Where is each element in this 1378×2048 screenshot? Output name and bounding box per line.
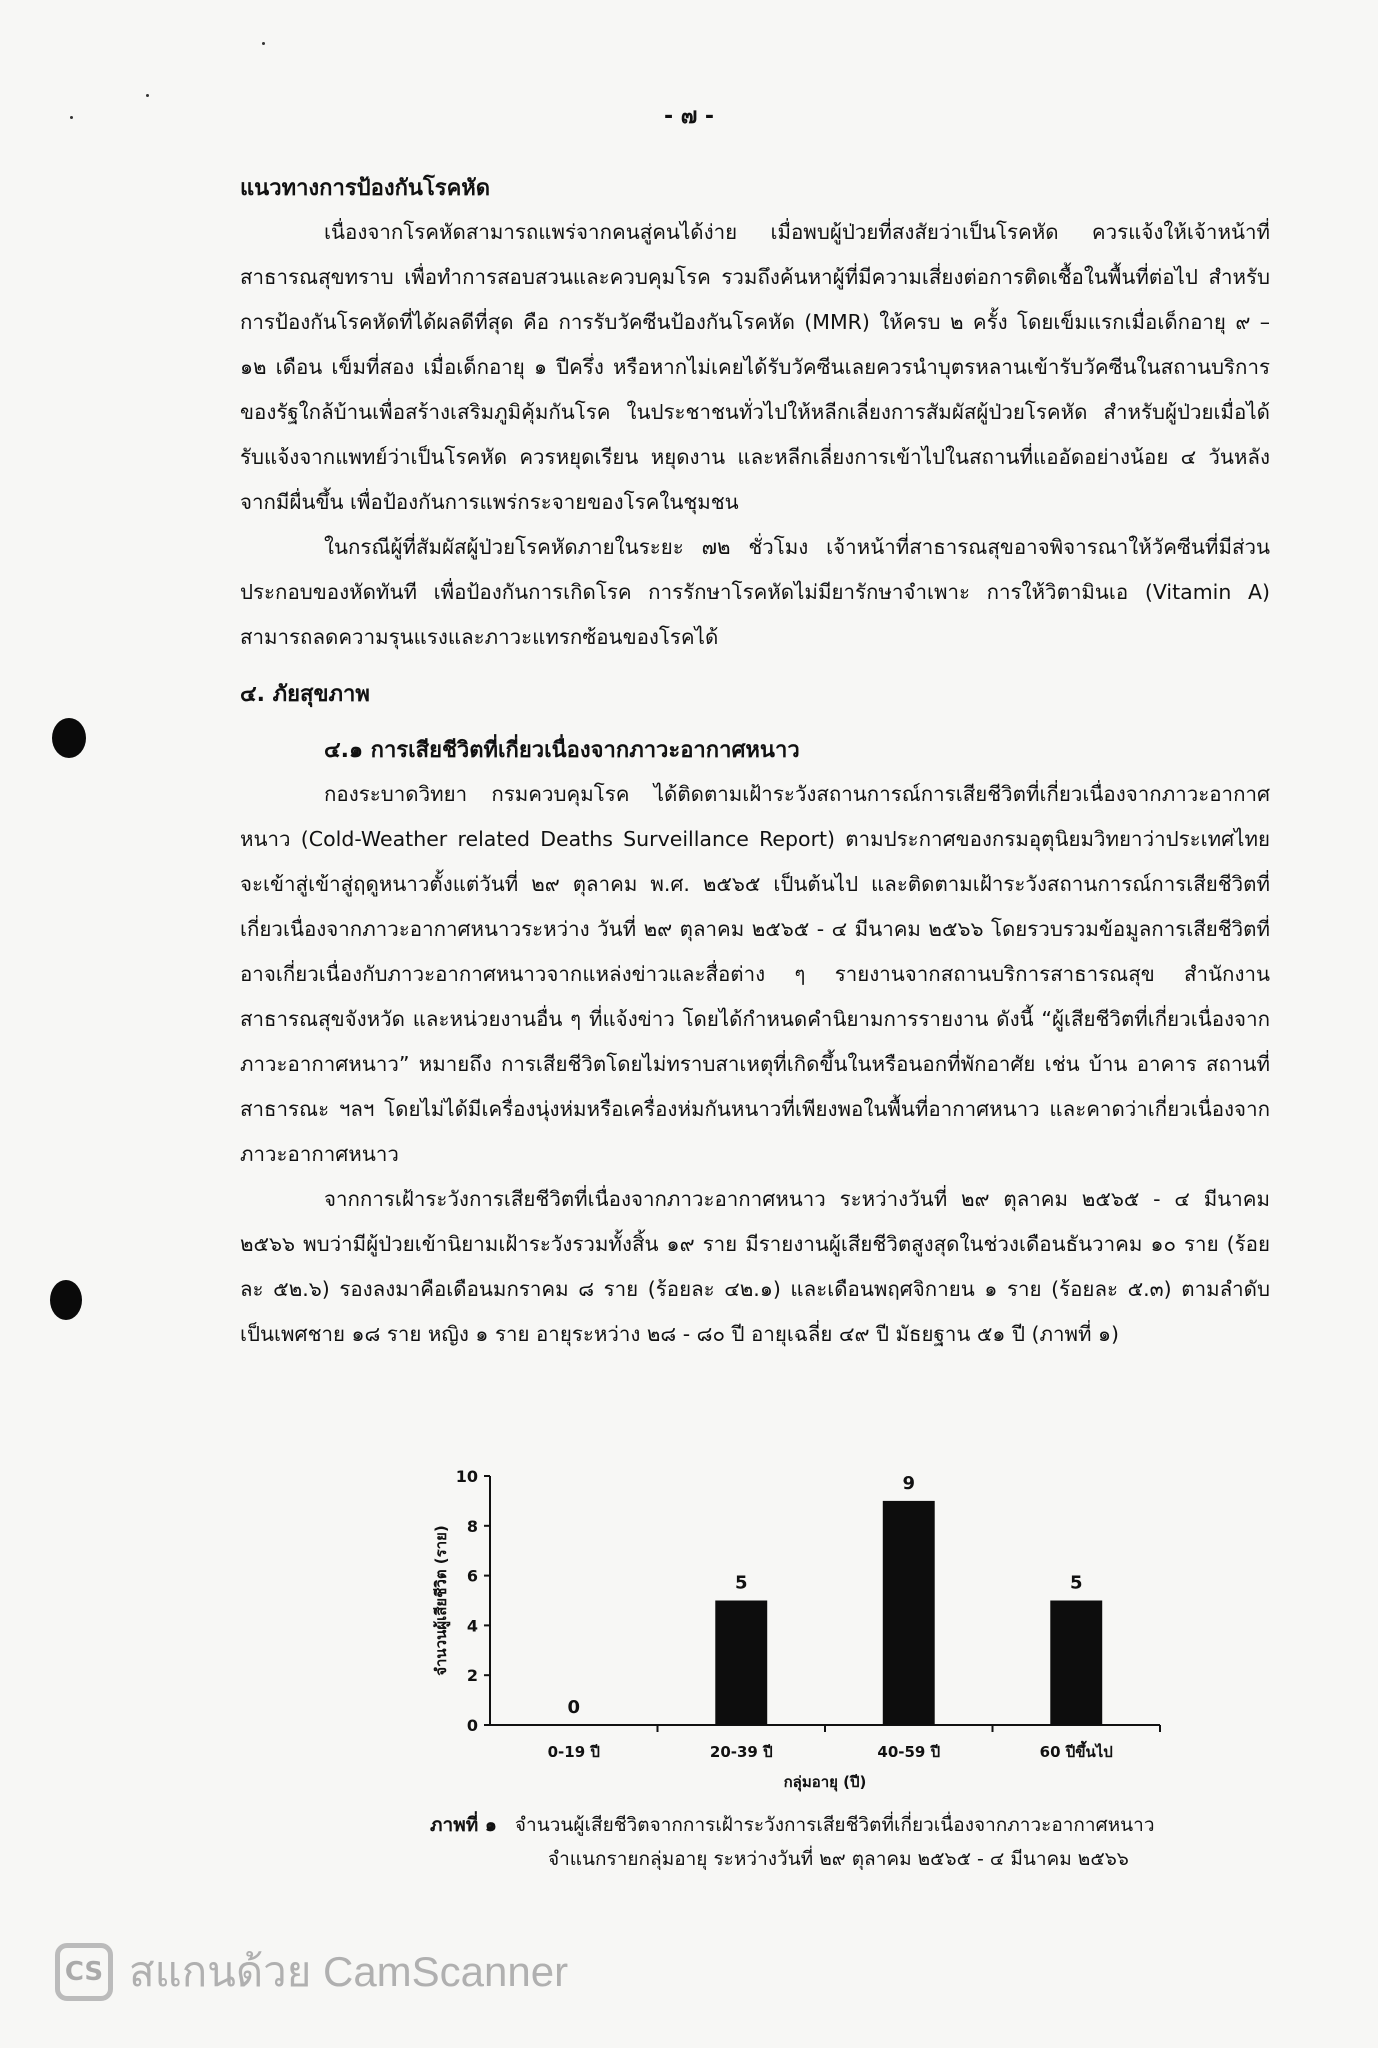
camscanner-logo-icon: CS — [55, 1943, 113, 2001]
bar — [883, 1501, 935, 1725]
age-group-deaths-chart — [420, 1440, 1180, 1830]
cold-weather-paragraph-2: จากการเฝ้าระวังการเสียชีวิตที่เนื่องจากภาวะอากาศหนาว ระหว่างวันที่ ๒๙ ตุลาคม ๒๕๖๕ - ๔ มีนาคม ๒๕๖๖ พบว่ามีผู้ป่วยเข้านิยามเฝ้าระวังรวมทั้งสิ้น ๑๙ ราย มีรายงานผู้เสียชีวิตสูงสุดในช่วงเดือนธันวาคม ๑๐ ราย (ร้อยละ ๕๒.๖) รองลงมาคือเดือนมกราคม ๘ ราย (ร้อยละ ๔๒.๑) และเดือนพฤศจิกายน ๑ ราย (ร้อยละ ๕.๓) ตามลำดับ เป็นเพศชาย ๑๘ ราย หญิง ๑ ราย อายุระหว่าง ๒๘ - ๘๐ ปี อายุเฉลี่ย ๔๙ ปี มัธยฐาน ๕๑ ปี (ภาพที่ ๑) — [240, 1187, 1270, 1346]
y-tick-label: 2 — [466, 1666, 478, 1686]
measles-prevention-heading: แนวทางการป้องกันโรคหัด — [240, 176, 491, 201]
y-tick-label: 0 — [466, 1716, 478, 1735]
punch-hole — [50, 1280, 82, 1320]
y-tick-label: 6 — [466, 1566, 478, 1586]
data-label: 9 — [902, 1472, 916, 1494]
data-label: 5 — [1069, 1572, 1083, 1594]
y-axis-title: จำนวนผู้เสียชีวิต (ราย) — [432, 1525, 450, 1676]
document-body — [240, 168, 1270, 1357]
data-label: 5 — [734, 1572, 748, 1594]
x-tick-label: 60 ปีขึ้นไป — [1039, 1743, 1113, 1761]
bar — [1050, 1601, 1102, 1726]
bar — [715, 1601, 767, 1726]
y-tick-label: 10 — [455, 1467, 478, 1486]
x-tick-label: 20-39 ปี — [709, 1743, 773, 1761]
figure-caption — [430, 1808, 1190, 1876]
data-label: 0 — [567, 1697, 581, 1718]
caption-label: ภาพที่ ๑ — [430, 1814, 497, 1836]
scan-speck — [262, 42, 265, 45]
camscanner-watermark — [55, 1940, 568, 2004]
cold-weather-paragraph-1: กองระบาดวิทยา กรมควบคุมโรค ได้ติดตามเฝ้าระวังสถานการณ์การเสียชีวิตที่เกี่ยวเนื่องจากภาวะอากาศหนาว (Cold-Weather related Deaths Surveillance Report) ตามประกาศของกรมอุตุนิยมวิทยาว่าประเทศไทยจะเข้าสู่เข้าสู่ฤดูหนาวตั้งแต่วันที่ ๒๙ ตุลาคม พ.ศ. ๒๕๖๕ เป็นต้นไป และติดตามเฝ้าระวังสถานการณ์การเสียชีวิตที่เกี่ยวเนื่องจากภาวะอากาศหนาวระหว่าง วันที่ ๒๙ ตุลาคม ๒๕๖๕ - ๔ มีนาคม ๒๕๖๖ โดยรวบรวมข้อมูลการเสียชีวิตที่อาจเกี่ยวเนื่องกับภาวะอากาศหนาวจากแหล่งข่าวและสื่อต่าง ๆ รายงานจากสถานบริการสาธารณสุข สำนักงานสาธารณสุขจังหวัด และหน่วยงานอื่น ๆ ที่แจ้งข่าว โดยได้กำหนดคำนิยามการรายงาน ดังนี้ “ผู้เสียชีวิตที่เกี่ยวเนื่องจากภาวะอากาศหนาว” หมายถึง การเสียชีวิตโดยไม่ทราบสาเหตุที่เกิดขึ้นในหรือนอกที่พักอาศัย เช่น บ้าน อาคาร สถานที่สาธารณะ ฯลฯ โดยไม่ได้มีเครื่องนุ่งห่มหรือเครื่องห่มกันหนาวที่เพียงพอในพื้นที่อากาศหนาว และคาดว่าเกี่ยวเนื่องจากภาวะอากาศหนาว — [240, 782, 1270, 1166]
x-axis-title: กลุ่มอายุ (ปี) — [783, 1773, 867, 1791]
cold-weather-heading: ๔.๑ การเสียชีวิตที่เกี่ยวเนื่องจากภาวะอากาศหนาว — [324, 738, 800, 763]
scan-speck — [146, 94, 149, 97]
punch-hole — [52, 718, 86, 758]
measles-paragraph-2: ในกรณีผู้ที่สัมผัสผู้ป่วยโรคหัดภายในระยะ ๗๒ ชั่วโมง เจ้าหน้าที่สาธารณสุขอาจพิจารณาให้วัคซีนที่มีส่วนประกอบของหัดทันที เพื่อป้องกันการเกิดโรค การรักษาโรคหัดไม่มียารักษาจำเพาะ การให้วิตามินเอ (Vitamin A) สามารถลดความรุนแรงและภาวะแทรกซ้อนของโรคได้ — [240, 535, 1270, 649]
caption-line-1: จำนวนผู้เสียชีวิตจากการเฝ้าระวังการเสียชีวิตที่เกี่ยวเนื่องจากภาวะอากาศหนาว — [514, 1814, 1155, 1836]
page-number: - ๗ - — [663, 104, 715, 129]
y-tick-label: 4 — [466, 1616, 478, 1636]
caption-line-2: จำแนกรายกลุ่มอายุ ระหว่างวันที่ ๒๙ ตุลาคม ๒๕๖๕ - ๔ มีนาคม ๒๕๖๖ — [548, 1848, 1129, 1870]
health-hazard-heading: ๔. ภัยสุขภาพ — [240, 682, 370, 707]
x-tick-label: 0-19 ปี — [547, 1743, 600, 1761]
measles-paragraph-1: เนื่องจากโรคหัดสามารถแพร่จากคนสู่คนได้ง่าย เมื่อพบผู้ป่วยที่สงสัยว่าเป็นโรคหัด ควรแจ้งให้เจ้าหน้าที่สาธารณสุขทราบ เพื่อทำการสอบสวนและควบคุมโรค รวมถึงค้นหาผู้ที่มีความเสี่ยงต่อการติดเชื้อในพื้นที่ต่อไป สำหรับการป้องกันโรคหัดที่ได้ผลดีที่สุด คือ การรับวัคซีนป้องกันโรคหัด (MMR) ให้ครบ ๒ ครั้ง โดยเข็มแรกเมื่อเด็กอายุ ๙ – ๑๒ เดือน เข็มที่สอง เมื่อเด็กอายุ ๑ ปีครึ่ง หรือหากไม่เคยได้รับวัคซีนเลยควรนำบุตรหลานเข้ารับวัคซีนในสถานบริการของรัฐใกล้บ้านเพื่อสร้างเสริมภูมิคุ้มกันโรค ในประชาชนทั่วไปให้หลีกเลี่ยงการสัมผัสผู้ป่วยโรคหัด สำหรับผู้ป่วยเมื่อได้รับแจ้งจากแพทย์ว่าเป็นโรคหัด ควรหยุดเรียน หยุดงาน และหลีกเลี่ยงการเข้าไปในสถานที่แออัดอย่างน้อย ๔ วันหลังจากมีผื่นขึ้น เพื่อป้องกันการแพร่กระจายของโรคในชุมชน — [240, 220, 1270, 514]
y-tick-label: 8 — [466, 1516, 478, 1536]
x-tick-label: 40-59 ปี — [877, 1743, 941, 1761]
watermark-text: สแกนด้วย CamScanner — [129, 1948, 569, 1995]
